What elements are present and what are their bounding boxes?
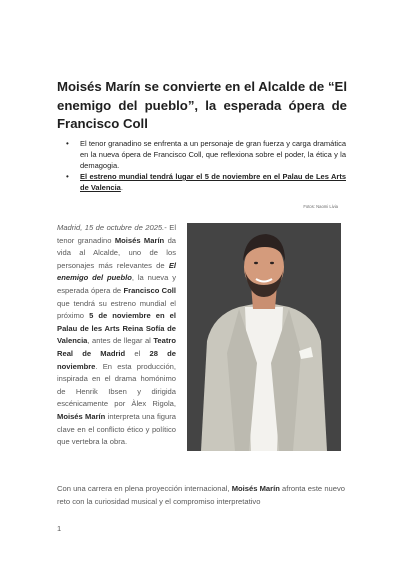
article-title: Moisés Marín se convierte en el Alcalde de “El enemigo del pueblo”, la esperada ópera de Francisco Coll <box>57 79 347 131</box>
photo-credit: Fotos: Naomi Livia <box>303 204 338 209</box>
summary-list <box>66 138 346 193</box>
portrait-illustration <box>187 223 341 451</box>
summary-text: El tenor granadino se enfrenta a un personaje de gran fuerza y carga dramática en la nueva ópera de Francisco Coll, que reflexiona sobre el poder, la ética y la demagogia. <box>80 139 346 170</box>
summary-item <box>66 138 346 171</box>
dateline: Madrid, 15 de octubre de 2025. <box>57 223 165 232</box>
portrait-photo <box>187 223 341 451</box>
summary-link-text: El estreno mundial tendrá lugar el 5 de noviembre en el Palau de Les Arts de Valencia <box>80 172 346 192</box>
summary-item <box>66 171 346 193</box>
body-paragraph: Con una carrera en plena proyección internacional, Moisés Marín afronta este nuevo reto con la curiosidad musical y el compromiso interpretativo <box>57 484 345 506</box>
summary-punct: . <box>120 183 123 192</box>
page-number: 1 <box>57 524 62 533</box>
body-paragraph: Madrid, 15 de octubre de 2025.- El tenor granadino Moisés Marín da vida al Alcalde, uno de los personajes más relevantes de El enemigo del pueblo, la nueva y esperada ópera de Francisco Coll que tendrá su estreno mundial el próximo 5 de noviembre en el Palau de les Arts Reina Sofía de Valencia, antes de llegar al Teatro Real de Madrid el 28 de noviembre. En esta producción, inspirada en el drama homónimo de Henrik Ibsen y dirigida escénicamente por Àlex Rigola, Moisés Marín interpreta una figura clave en el conflicto ético y político que vertebra la obra. <box>57 223 177 447</box>
